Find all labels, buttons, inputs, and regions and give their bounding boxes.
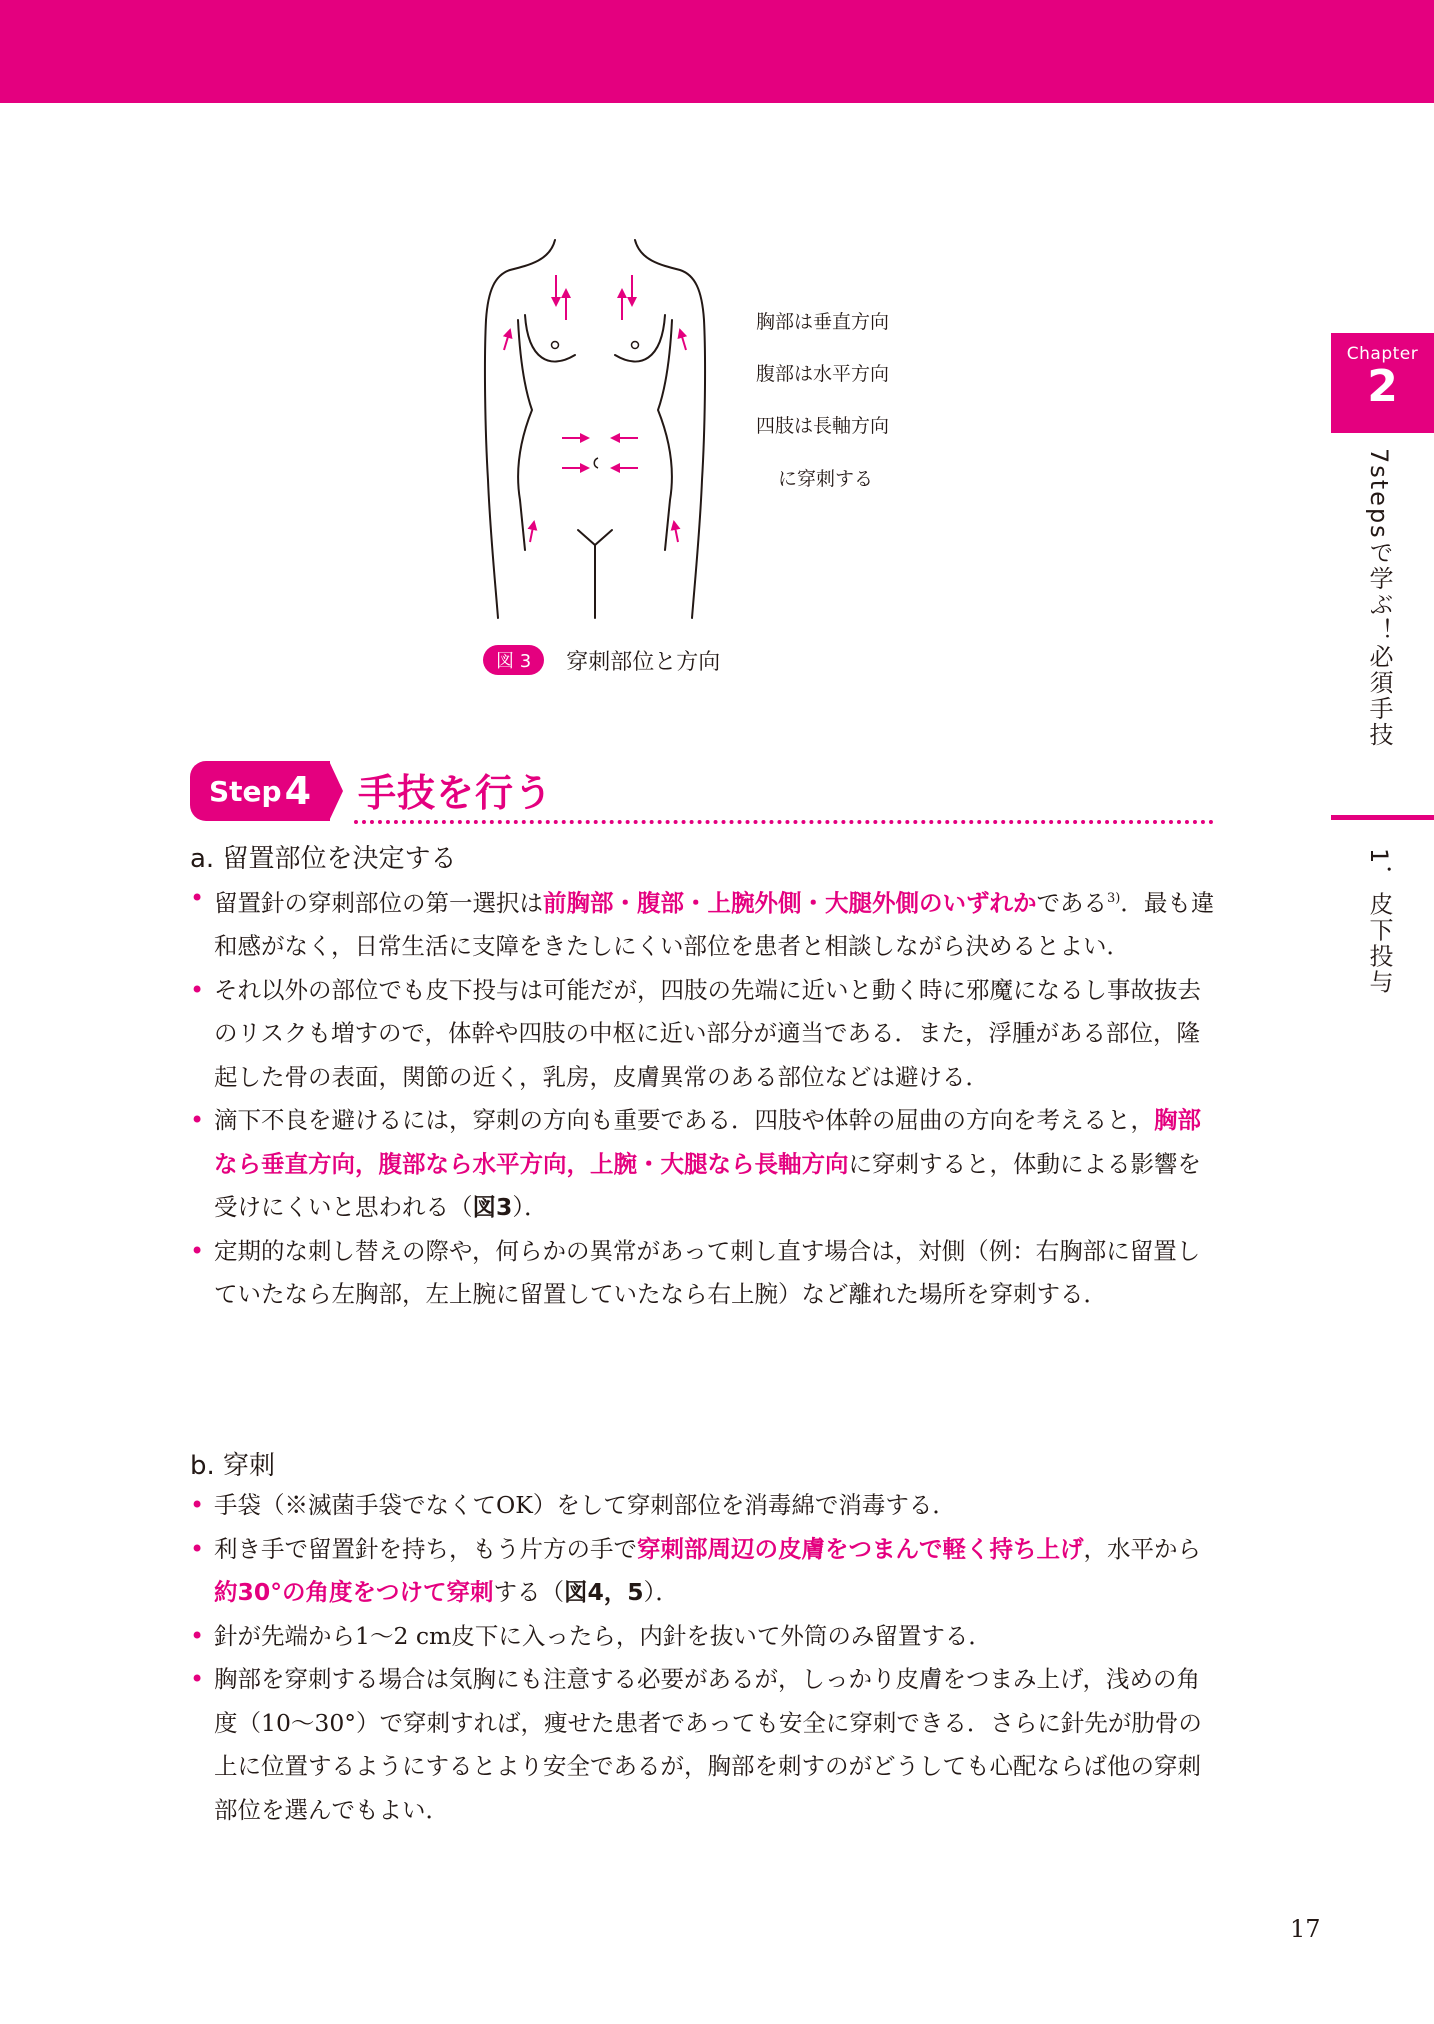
chapter-word: Chapter bbox=[1346, 344, 1419, 364]
list-item: • 利き手で留置針を持ち，もう片方の手で穿刺部周辺の皮膚をつまんで軽く持ち上げ，水平から約30°の角度をつけて穿刺する（図4，5）． bbox=[190, 1528, 1220, 1615]
figure-caption-title: 穿刺部位と方向 bbox=[566, 649, 721, 675]
list-item: • 留置針の穿刺部位の第一選択は前胸部・腹部・上腕外側・大腿外側のいずれかである$^{3)}$．最も違和感がなく，日常生活に支障をきたしにくい部位を患者と相談しながら決めるとよい． bbox=[190, 877, 1220, 969]
side-divider-bottom bbox=[1331, 815, 1434, 820]
step-title: 手技を行う bbox=[358, 771, 554, 815]
section-a-list bbox=[190, 877, 1220, 1317]
section-b-list bbox=[190, 1484, 1220, 1832]
figure-label-chest: 胸部は垂直方向 bbox=[756, 311, 890, 333]
figure-label-limbs: 四肢は長軸方向 bbox=[756, 415, 890, 437]
list-item: • 胸部を穿刺する場合は気胸にも注意する必要があるが，しっかり皮膚をつまみ上げ，浅めの角度（10〜30°）で穿刺すれば，痩せた患者であっても安全に穿刺できる．さらに針先が肋骨の上に位置するようにするとより安全であるが，胸部を刺すのがどうしても心配ならば他の穿刺部位を選んでもよい． bbox=[190, 1658, 1220, 1832]
chapter-tab bbox=[1331, 333, 1434, 428]
list-item: • 定期的な刺し替えの際や，何らかの異常があって刺し直す場合は，対側（例：右胸部に留置していたなら左胸部，左上腕に留置していたなら右上腕）など離れた場所を穿刺する． bbox=[190, 1230, 1220, 1317]
top-color-band bbox=[0, 0, 1434, 103]
chapter-number: 2 bbox=[1367, 361, 1398, 412]
torso-illustration bbox=[470, 230, 720, 630]
figure-caption bbox=[483, 645, 720, 675]
list-item: • 手袋（※滅菌手袋でなくてOK）をして穿刺部位を消毒綿で消毒する． bbox=[190, 1484, 1220, 1528]
figure-caption-badge: 図 3 bbox=[483, 645, 544, 675]
list-item: • それ以外の部位でも皮下投与は可能だが，四肢の先端に近いと動く時に邪魔になるし事故抜去のリスクも増すので，体幹や四肢の中枢に近い部分が適当である．また，浮腫がある部位，隆起した骨の表面，関節の近く，乳房，皮膚異常のある部位などは避ける． bbox=[190, 969, 1220, 1100]
list-item: • 滴下不良を避けるには，穿刺の方向も重要である．四肢や体幹の屈曲の方向を考えると，胸部なら垂直方向，腹部なら水平方向，上腕・大腿なら長軸方向に穿刺すると，体動による影響を受けにくいと思われる（図3）． bbox=[190, 1099, 1220, 1230]
step-word: Step bbox=[208, 774, 282, 808]
list-item: • 針が先端から1〜2 cm皮下に入ったら，内針を抜いて外筒のみ留置する． bbox=[190, 1615, 1220, 1659]
page-number: 17 bbox=[1290, 1915, 1321, 1943]
figure-label-abdomen: 腹部は水平方向 bbox=[756, 363, 890, 385]
step-number: 4 bbox=[284, 769, 312, 813]
side-divider-top bbox=[1331, 428, 1434, 433]
chapter-title-vertical: 7stepsで学ぶ！必須手技 bbox=[1365, 448, 1393, 748]
subsection-title-vertical: 1．皮下投与 bbox=[1365, 848, 1393, 996]
figure-label-puncture: に穿刺する bbox=[778, 468, 874, 490]
section-a-heading: a. 留置部位を決定する bbox=[190, 844, 457, 874]
figure-reference: 図3 bbox=[472, 1193, 513, 1222]
section-b-heading: b. 穿刺 bbox=[190, 1451, 276, 1481]
body-outline bbox=[485, 240, 705, 618]
step-badge-arrow bbox=[329, 761, 343, 821]
step-dotted-rule bbox=[354, 820, 1214, 824]
figure-reference: 図4，5 bbox=[563, 1578, 644, 1606]
step-badge bbox=[190, 761, 330, 821]
